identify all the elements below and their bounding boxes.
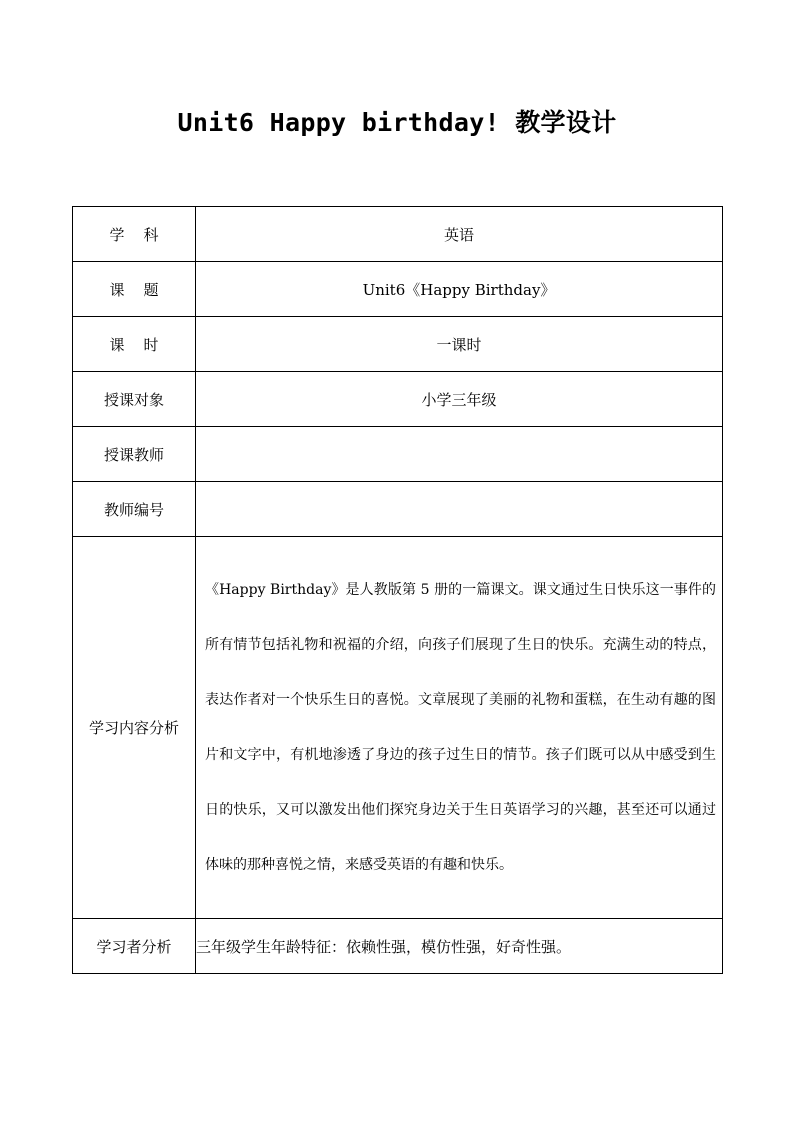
- row-label-period: 课 时: [73, 317, 196, 372]
- row-value-period: 一课时: [196, 317, 723, 372]
- row-label-topic: 课 题: [73, 262, 196, 317]
- table-row-teacher-id: [73, 482, 723, 537]
- row-label-subject: 学 科: [73, 207, 196, 262]
- row-value-topic: Unit6《Happy Birthday》: [196, 262, 723, 317]
- lesson-plan-table: [72, 206, 723, 974]
- row-label-teacher-id: 教师编号: [73, 482, 196, 537]
- row-value-learner-analysis: 三年级学生年龄特征：依赖性强，模仿性强，好奇性强。: [196, 919, 723, 974]
- table-row-content-analysis: [73, 537, 723, 919]
- row-label-learner-analysis: 学习者分析: [73, 919, 196, 974]
- row-value-content-analysis: [196, 537, 723, 919]
- row-label-content-analysis: 学习内容分析: [73, 537, 196, 919]
- table-row-subject: [73, 207, 723, 262]
- content-analysis-text: 《Happy Birthday》是人教版第 5 册的一篇课文。课文通过生日快乐这一事件的所有情节包括礼物和祝福的介绍，向孩子们展现了生日的快乐。充满生动的特点，表达作者对一个快乐生日的喜悦。文章展现了美丽的礼物和蛋糕，在生动有趣的图片和文字中，有机地渗透了身边的孩子过生日的情节。孩子们既可以从中感受到生日的快乐，又可以激发出他们探究身边关于生日英语学习的兴趣，甚至还可以通过体味的那种喜悦之情，来感受英语的有趣和快乐。: [205, 582, 716, 873]
- table-row-learner-analysis: [73, 919, 723, 974]
- row-value-subject: 英语: [196, 207, 723, 262]
- table-row-period: [73, 317, 723, 372]
- row-label-audience: 授课对象: [73, 372, 196, 427]
- table-row-teacher: [73, 427, 723, 482]
- table-row-topic: [73, 262, 723, 317]
- document-title: Unit6 Happy birthday! 教学设计: [177, 108, 617, 137]
- row-value-audience: 小学三年级: [196, 372, 723, 427]
- row-value-teacher-id: [196, 482, 723, 537]
- row-value-teacher: [196, 427, 723, 482]
- table-row-audience: [73, 372, 723, 427]
- row-label-teacher: 授课教师: [73, 427, 196, 482]
